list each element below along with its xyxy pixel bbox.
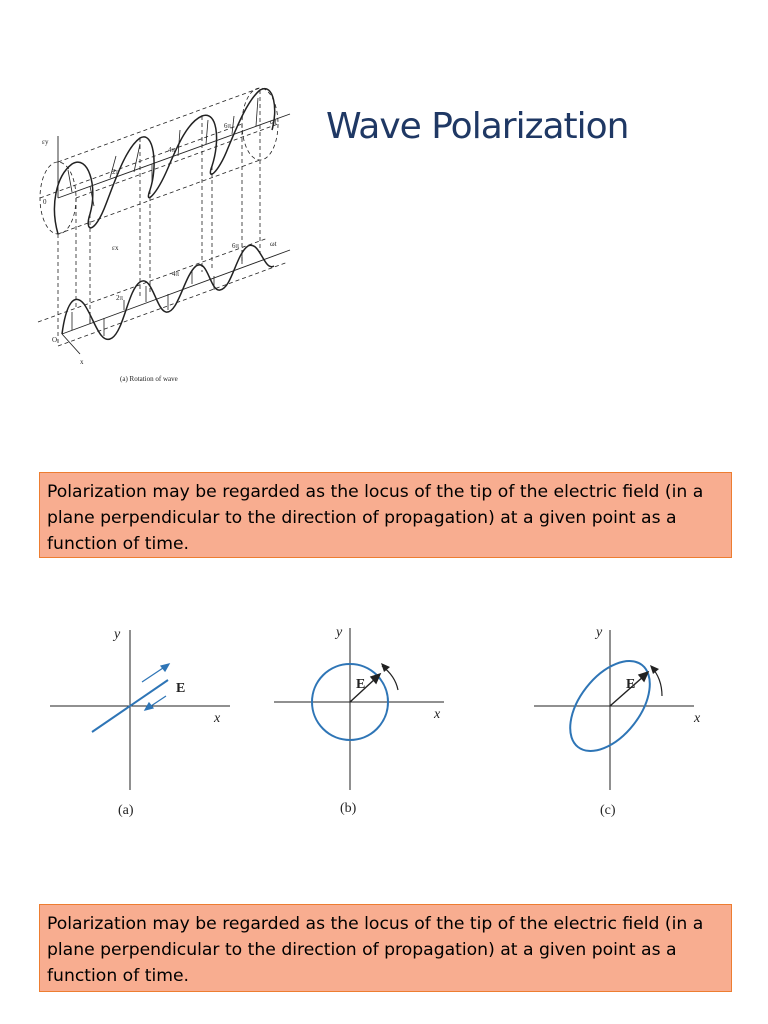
helix-field-arrows [68,98,258,206]
axis-label-y: y [114,627,121,642]
axis-label-x: x [694,711,701,726]
bottom-plane [38,238,288,346]
definition-callout-bottom: Polarization may be regarded as the locus of the tip of the electric field (in a plane perpendicular to the direction of propagation) at a given point as a function of time. [39,904,732,992]
label-ex: εx [112,244,119,252]
label-zero: 0 [43,198,47,206]
field-arrows [142,664,169,710]
label-6pi-top: 6π [224,122,232,130]
wave-rotation-figure [28,86,308,386]
definition-callout-top: Polarization may be regarded as the locus of the tip of the electric field (in a plane perpendicular to the direction of propagation) at a given point as a function of time. [39,472,732,558]
field-label-e: E [176,681,186,696]
label-omega-t-top: ωt [270,118,277,126]
label-x: x [80,358,84,366]
panel-caption: (c) [600,803,616,818]
panel-caption: (a) [118,803,134,818]
rotation-arrowhead [381,663,390,672]
axis-label-y: y [336,625,343,640]
rotation-arrowhead [650,665,659,674]
label-omega-t-bottom: ωt [270,240,277,248]
slide-title: Wave Polarization [326,106,629,147]
bottom-field-arrows [72,250,242,336]
axis-label-x: x [434,707,441,722]
panel-caption: (b) [340,801,357,816]
label-6pi-bottom: 6π [232,242,240,250]
linear-polarization-figure [40,610,240,825]
rotation-caption: (a) Rotation of wave [120,375,178,383]
axis-label-y: y [596,625,603,640]
elliptical-polarization-figure [530,610,730,825]
label-2pi-bottom: 2π [116,294,124,302]
label-4pi-top: 4π [168,146,176,154]
label-ey: εy [42,138,49,146]
label-4pi-bottom: 4π [172,270,180,278]
axis-label-x: x [214,711,221,726]
field-label-e: E [626,677,636,692]
circular-polarization-figure [270,610,470,825]
label-2pi-top: 2π [112,168,120,176]
label-origin: O [52,336,58,344]
field-label-e: E [356,677,366,692]
